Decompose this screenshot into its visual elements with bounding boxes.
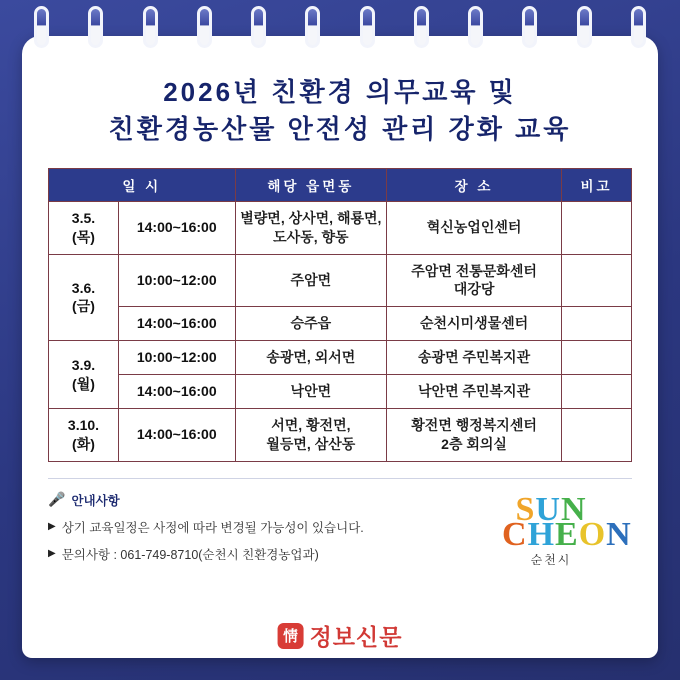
cell-place [387, 201, 562, 254]
cell-area: 송광면, 외서면 [235, 341, 387, 375]
cell-place: 순천시미생물센터 [387, 307, 562, 341]
date-line-1: 3.5. [71, 209, 96, 226]
title-line-1: 2026년 친환경 의무교육 및 [163, 77, 517, 107]
date-line-2: (목) [72, 228, 95, 245]
cell-time: 14:00~16:00 [118, 375, 235, 409]
table-header-row [49, 168, 632, 201]
area-line-2: 도사동, 향동 [273, 228, 349, 245]
table-row [49, 409, 632, 462]
place-line-2: 대강당 [453, 281, 495, 298]
cell-note [562, 307, 632, 341]
cell-time: 10:00~12:00 [118, 254, 235, 307]
note-item-text: 상기 교육일정은 사정에 따라 변경될 가능성이 있습니다. [61, 520, 364, 535]
binding-ring [577, 6, 592, 48]
cell-place: 낙안면 주민복지관 [387, 375, 562, 409]
cell-area: 주암면 [235, 254, 387, 307]
place-line-1: 주암면 전통문화센터 [411, 262, 537, 279]
binding-ring [143, 6, 158, 48]
cell-area [235, 409, 387, 462]
date-line-2: (화) [72, 435, 95, 452]
place-line-2: 2층 회의실 [441, 435, 507, 452]
binding-ring [360, 6, 375, 48]
table-row [49, 341, 632, 375]
cell-area [235, 201, 387, 254]
triangle-bullet-icon: ▶ [48, 521, 56, 533]
binding-ring [305, 6, 320, 48]
logo-city-label: 순천시 [530, 552, 572, 567]
cell-note [562, 254, 632, 307]
page-title [48, 74, 632, 148]
cell-date [49, 341, 119, 409]
binding-ring [414, 6, 429, 48]
column-header-area: 해당 읍면동 [235, 168, 387, 201]
area-line-2: 월등면, 삼산동 [266, 435, 356, 452]
table-row [49, 254, 632, 307]
schedule-table [48, 168, 632, 462]
cell-note [562, 201, 632, 254]
cell-time: 14:00~16:00 [118, 307, 235, 341]
column-header-date: 일 시 [49, 168, 236, 201]
cell-area: 낙안면 [235, 375, 387, 409]
area-line-1: 별량면, 상사면, 해룡면, [240, 209, 382, 226]
spiral-binding [34, 6, 646, 56]
notes-section [48, 478, 632, 574]
binding-ring [251, 6, 266, 48]
triangle-bullet-icon: ▶ [48, 548, 56, 560]
place-line-1: 황전면 행정복지센터 [411, 417, 537, 434]
area-line-1: 서면, 황전면, [271, 417, 351, 434]
cell-place [387, 254, 562, 307]
date-line-1: 3.9. [71, 356, 96, 373]
column-header-place: 장 소 [387, 168, 562, 201]
table-row [49, 201, 632, 254]
watermark-text: 정보신문 [309, 624, 403, 650]
logo-word-cheon: CHEON [502, 515, 632, 553]
title-line-2: 친환경농산물 안전성 관리 강화 교육 [108, 113, 572, 144]
cell-place [387, 409, 562, 462]
watermark-badge-icon: 情 [278, 623, 304, 649]
cell-note [562, 409, 632, 462]
binding-ring [34, 6, 49, 48]
cell-date [49, 409, 119, 462]
cell-time: 10:00~12:00 [118, 341, 235, 375]
note-item-text: 문의사항 : 061-749-8710(순천시 친환경농업과) [61, 547, 319, 562]
table-row [49, 375, 632, 409]
poster-paper [22, 36, 658, 658]
cell-time: 14:00~16:00 [118, 409, 235, 462]
cell-place: 송광면 주민복지관 [387, 341, 562, 375]
date-line-1: 3.6. [71, 279, 96, 296]
watermark [278, 619, 403, 652]
cell-time: 14:00~16:00 [118, 201, 235, 254]
table-row [49, 307, 632, 341]
microphone-icon: 🎤 [48, 491, 66, 508]
binding-ring [88, 6, 103, 48]
logo-word-sun: SUN [515, 491, 587, 529]
binding-ring [631, 6, 646, 48]
cell-date [49, 254, 119, 341]
binding-ring [522, 6, 537, 48]
notes-heading: 안내사항 [71, 493, 120, 508]
cell-area: 승주읍 [235, 307, 387, 341]
date-line-1: 3.10. [67, 417, 100, 434]
suncheon-logo [476, 491, 632, 568]
cell-note [562, 375, 632, 409]
place-line-1: 혁신농업인센터 [426, 219, 522, 236]
binding-ring [468, 6, 483, 48]
cell-date [49, 201, 119, 254]
cell-note [562, 341, 632, 375]
date-line-2: (월) [72, 375, 95, 392]
column-header-note: 비고 [562, 168, 632, 201]
date-line-2: (금) [72, 298, 95, 315]
binding-ring [197, 6, 212, 48]
